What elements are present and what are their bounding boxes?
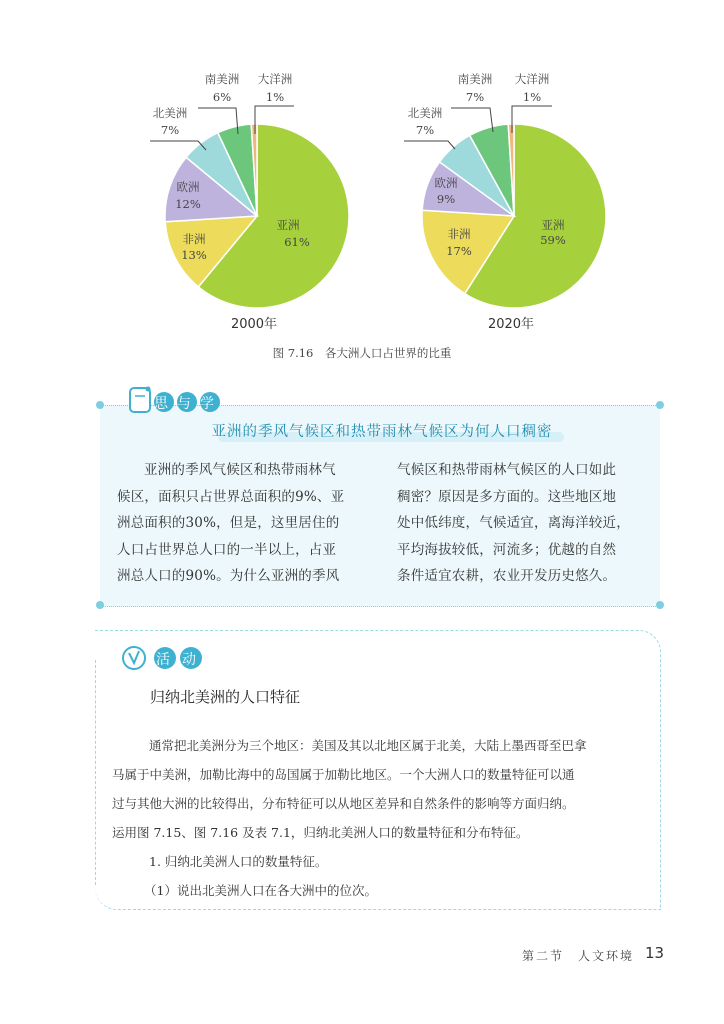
- label-africa-pct: 13%: [181, 248, 207, 262]
- text-line: 稠密？原因是多方面的。这些地区地: [397, 488, 617, 505]
- text-line: 洲总人口的90%。为什么亚洲的季风: [117, 568, 340, 584]
- label-south-america-pct: 6%: [212, 90, 232, 104]
- text-line: 条件适宜农耕，农业开发历史悠久。: [397, 568, 617, 584]
- label-oceania-pct: 1%: [522, 90, 542, 104]
- label-north-america: 北美洲: [407, 106, 443, 120]
- text-line: 亚洲的季风气候区和热带雨林气: [144, 462, 336, 478]
- think-right-column: [397, 457, 649, 590]
- text-line: 1. 归纳北美洲人口的数量特征。: [149, 854, 328, 869]
- activity-icon: [123, 647, 145, 669]
- text-line: 平均海拔较低，河流多；优越的自然: [397, 541, 617, 558]
- text-line: 通常把北美洲分为三个地区：美国及其以北地区属于北美，大陆上墨西哥至巴拿: [149, 738, 587, 753]
- page-number: 13: [645, 944, 665, 962]
- think-learn-title: 亚洲的季风气候区和热带雨林气候区为何人口稠密: [192, 420, 572, 444]
- leader-north-america: [404, 141, 455, 149]
- label-south-america: 南美洲: [457, 72, 493, 86]
- label-europe-pct: 12%: [175, 197, 201, 211]
- text-line: 气候区和热带雨林气候区的人口如此: [397, 462, 617, 478]
- label-south-america-pct: 7%: [465, 90, 485, 104]
- think-box-corner-dots: [96, 401, 104, 409]
- label-oceania: 大洋洲: [257, 72, 293, 86]
- chart-year-2000: 2000年: [230, 317, 278, 332]
- label-europe: 欧洲: [434, 176, 458, 190]
- text-line: 过与其他大洲的比较得出，分布特征可以从地区差异和自然条件的影响等方面归纳。: [112, 796, 575, 811]
- pie-chart-2020: [422, 124, 606, 308]
- text-line: 洲总面积的30%，但是，这里居住的: [117, 515, 340, 531]
- think-box-corner-dots: [656, 401, 664, 409]
- label-north-america-pct: 7%: [415, 123, 435, 137]
- label-south-america: 南美洲: [204, 72, 240, 86]
- activity-paragraph: [112, 731, 652, 905]
- footer-section: 第二节 人文环境: [522, 949, 635, 963]
- chart-year-2020: 2020年: [487, 317, 535, 332]
- think-learn-tag: [128, 382, 228, 416]
- text-line: 候区，面积只占世界总面积的9%、亚: [117, 488, 345, 505]
- activity-tag-text: 活动: [156, 652, 208, 668]
- activity-box-left-rule: [95, 660, 96, 885]
- activity-tag: [120, 641, 215, 675]
- figure-caption: 图 7.16 各大洲人口占世界的比重: [272, 346, 452, 360]
- label-asia-pct: 59%: [540, 233, 566, 247]
- think-box-corner-dots: [656, 601, 664, 609]
- text-line: 处中低纬度，气候适宜，离海洋较近，: [397, 515, 630, 531]
- label-africa: 非洲: [182, 232, 206, 246]
- pie-chart-2000: [165, 124, 349, 308]
- label-asia: 亚洲: [541, 218, 565, 232]
- text-line: （1）说出北美洲人口在各大洲中的位次。: [144, 883, 377, 898]
- think-box-corner-dots: [96, 601, 104, 609]
- activity-title: 归纳北美洲的人口特征: [150, 688, 301, 706]
- label-asia: 亚洲: [276, 218, 300, 232]
- think-learn-tag-text: 思与学: [154, 396, 223, 412]
- pie-charts: [0, 0, 724, 345]
- label-north-america: 北美洲: [152, 106, 188, 120]
- text-line: 运用图 7.15、图 7.16 及表 7.1，归纳北美洲人口的数量特征和分布特征。: [112, 825, 529, 840]
- label-oceania-pct: 1%: [265, 90, 285, 104]
- label-africa-pct: 17%: [446, 244, 472, 258]
- label-europe: 欧洲: [176, 180, 200, 194]
- text-line: 马属于中美洲，加勒比海中的岛国属于加勒比地区。一个大洲人口的数量特征可以通: [112, 767, 575, 782]
- notebook-icon: [130, 388, 150, 412]
- label-africa: 非洲: [447, 227, 471, 241]
- label-asia-pct: 61%: [284, 235, 310, 249]
- label-oceania: 大洋洲: [514, 72, 550, 86]
- label-north-america-pct: 7%: [160, 123, 180, 137]
- text-line: 人口占世界总人口的一半以上，占亚: [117, 541, 337, 558]
- label-europe-pct: 9%: [436, 192, 456, 206]
- think-left-column: [117, 457, 367, 590]
